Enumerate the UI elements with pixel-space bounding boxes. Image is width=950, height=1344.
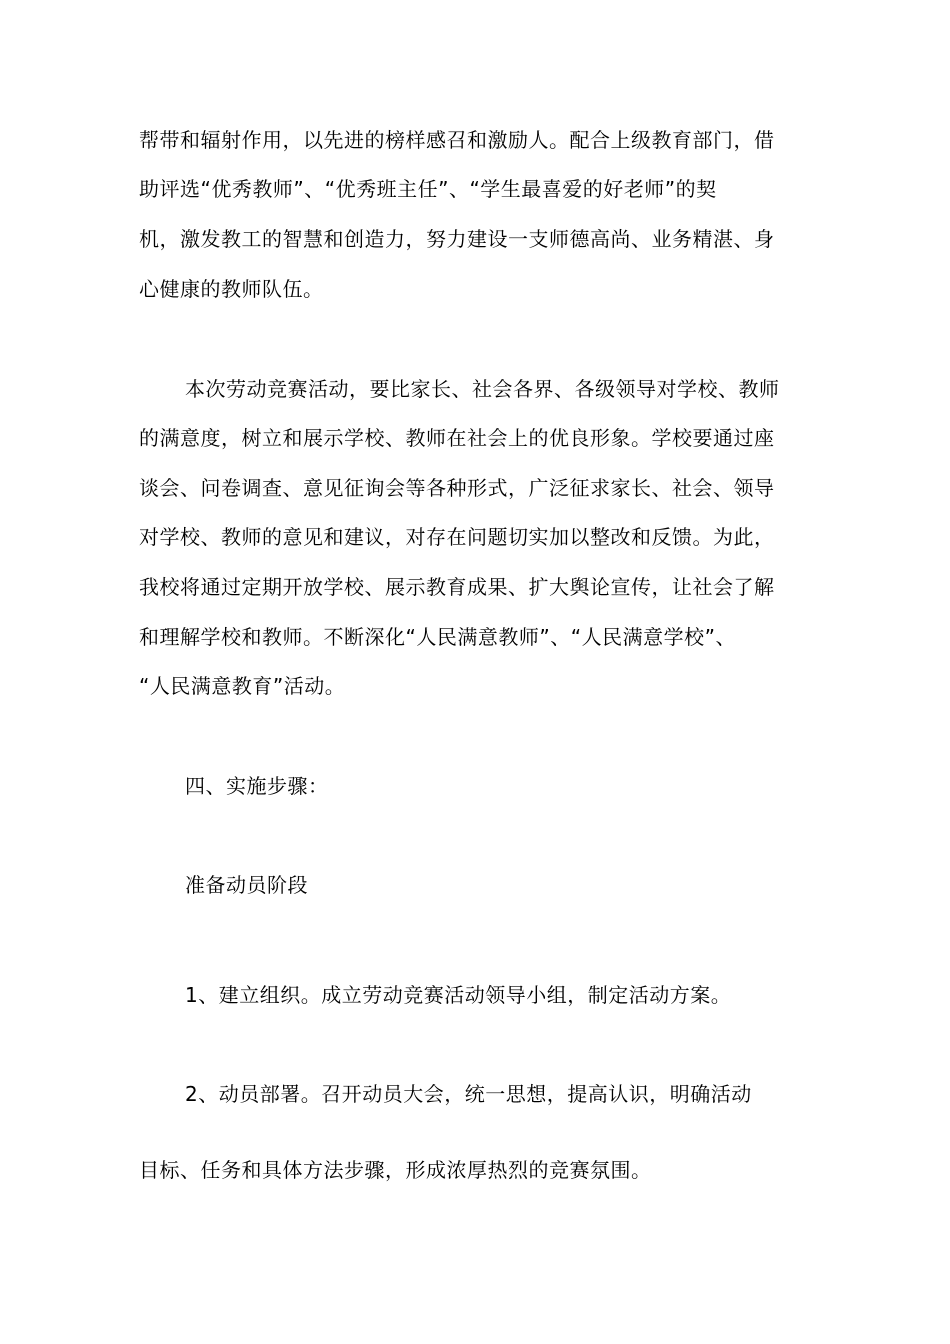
paragraph-2-line-7: “人民满意教育”活动。 [139, 674, 346, 698]
paragraph-1-line-3: 机，激发教工的智慧和创造力，努力建设一支师德高尚、业务精湛、身 [139, 227, 775, 251]
paragraph-2-line-1: 本次劳动竞赛活动，要比家长、社会各界、各级领导对学校、教师 [185, 377, 780, 401]
paragraph-2-line-4: 对学校、教师的意见和建议，对存在问题切实加以整改和反馈。为此， [139, 525, 775, 549]
paragraph-1-line-2: 助评选“优秀教师”、“优秀班主任”、“学生最喜爱的好老师”的契 [139, 177, 717, 201]
paragraph-1-line-1: 帮带和辐射作用，以先进的榜样感召和激励人。配合上级教育部门，借 [139, 128, 775, 152]
paragraph-2-line-5: 我校将通过定期开放学校、展示教育成果、扩大舆论宣传，让社会了解 [139, 575, 775, 599]
section-heading: 四、实施步骤： [185, 774, 329, 798]
paragraph-2-line-2: 的满意度，树立和展示学校、教师在社会上的优良形象。学校要通过座 [139, 426, 775, 450]
stage-heading: 准备动员阶段 [185, 873, 308, 897]
step-2-line-1: 2、动员部署。召开动员大会，统一思想，提高认识，明确活动 [185, 1082, 752, 1106]
step-1: 1、建立组织。成立劳动竞赛活动领导小组，制定活动方案。 [185, 983, 732, 1007]
step-2-line-2: 目标、任务和具体方法步骤，形成浓厚热烈的竞赛氛围。 [139, 1158, 652, 1182]
paragraph-2-line-3: 谈会、问卷调查、意见征询会等各种形式，广泛征求家长、社会、领导 [139, 476, 775, 500]
paragraph-1-line-4: 心健康的教师队伍。 [139, 277, 324, 301]
paragraph-2-line-6: 和理解学校和教师。不断深化“人民满意教师”、“人民满意学校”、 [139, 625, 736, 649]
